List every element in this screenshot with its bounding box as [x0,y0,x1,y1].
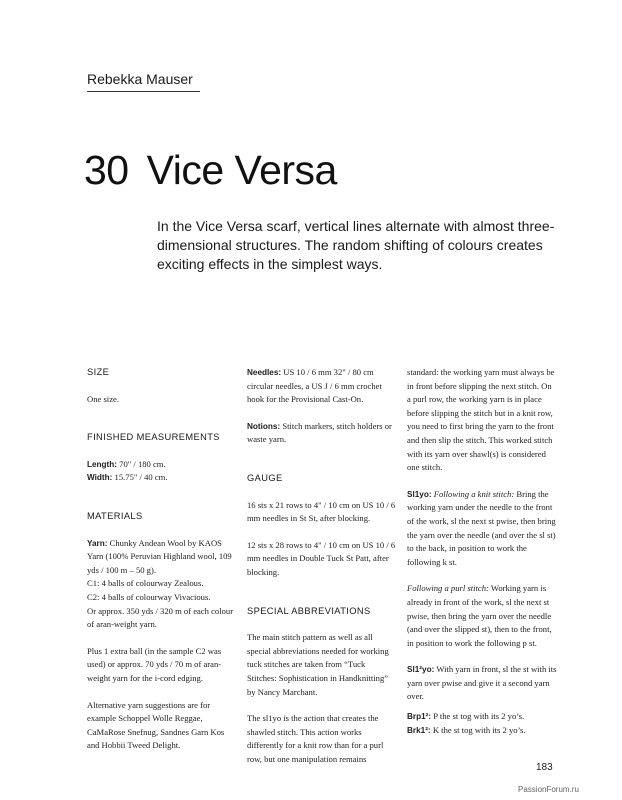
brp-text: P the st tog with its 2 yo’s. [433,711,525,722]
brp-label: Brp1²: [407,712,432,722]
sl1yo-paragraph [407,488,557,570]
materials-heading: MATERIALS [87,510,143,521]
plus-text: Plus 1 extra ball (in the sample C2 was used) or approx. 70 yds / 70 m of aran-weight yarn for the i-cord edging. [87,645,222,683]
sl1yo-label: Sl1yo: [407,489,432,499]
length-label: Length: [87,459,118,469]
watermark: PassionForum.ru [518,785,579,794]
special-heading: SPECIAL ABBREVIATIONS [247,605,371,616]
pattern-name: Vice Versa [146,147,337,193]
yarn-label: Yarn: [87,538,108,548]
purl-paragraph [407,582,557,650]
width-value: 15.75" / 40 cm. [114,472,168,483]
column-1 [87,366,237,766]
finished-heading: FINISHED MEASUREMENTS [87,432,220,443]
standard-text: standard: the working yarn must always be in front before slipping the next stitch. On a purl row, the working yarn is in place before slipping the stitch but in a knit row, you need to first bring the yarn to the front and then slip the stitch. This worked stitch with its yarn over shawl(s) is considered one stitch. [407,367,555,473]
gauge-text-1: 16 sts x 21 rows to 4" / 10 cm on US 10 / 6 mm needles in St St, after blocking. [247,499,396,524]
alternative-text: Alternative yarn suggestions are for example Schoppel Wolle Reggae, CaMaRose Snefnug, Sandnes Garn Kos and Hobbii Tweed Delight. [87,699,225,751]
column-3 [407,366,557,750]
knit-stitch-italic: Following a knit stitch: [433,488,515,499]
finished-text [87,458,237,485]
size-heading: SIZE [87,367,110,377]
sl1yo-text: Bring the working yarn under the needle to the front of the work, sl the next st pwise, then bring the yarn over the needle (and over the sl st) to the back, in position to work the following k st. [407,488,556,567]
length-value: 70" / 180 cm. [119,458,166,469]
yarn-text: Chunky Andean Wool by KAOS Yarn (100% Peruvian Highland wool, 109 yds / 100 m – 50 g). [87,537,232,575]
sl1yo2-paragraph [407,663,557,704]
yarn-paragraph [87,537,237,632]
brk-text: K the st tog with its 2 yo’s. [432,724,526,735]
notions-label: Notions: [247,421,281,431]
c1-text: C1: 4 balls of colourway Zealous. [87,578,204,589]
special-text-2: The sl1yo is the action that creates the shawled stitch. This action works differently for a knit row than for a purl row, but one manipulation remains [247,713,384,764]
special-text-1: The main stitch pattern as well as all special abbreviations needed for working tuck stitches are taken from “Tuck Stitches: Sophistication in Handknitting” by Nancy Marchant. [247,632,389,697]
c2-text: C2: 4 balls of colourway Vivacious. [87,591,211,602]
needles-text: US 10 / 6 mm 32" / 80 cm circular needles, a US J / 6 mm crochet hook for the Provisional Cast-On. [247,367,382,405]
width-label: Width: [87,473,113,483]
size-text: One size. [87,393,119,404]
gauge-heading: GAUGE [247,472,283,483]
gauge-text-2: 12 sts x 28 rows to 4" / 10 cm on US 10 / 6 mm needles in Double Tuck St Patt, after blocking. [247,539,396,577]
column-2 [247,366,397,779]
author-divider [87,91,200,92]
intro-paragraph: In the Vice Versa scarf, vertical lines alternate with almost three-dimensional structures. The random shifting of colours creates exciting effects in the simplest ways. [157,218,555,272]
sl1yo2-label: Sl1²yo: [407,665,435,675]
notions-text: Stitch markers, stitch holders or waste yarn. [247,420,392,445]
purl-text: Working yarn is already in front of the work, sl the next st pwise, then bring the yarn over the needle (and over the slipped st), then to the front, in position to work the following p st. [407,583,552,648]
purl-stitch-italic: Following a purl stitch: [407,583,489,594]
author-name: Rebekka Mauser [87,71,193,87]
approx-text: Or approx. 350 yds / 320 m of each colour of aran-weight yarn. [87,605,234,630]
brp-brk-paragraph [407,710,557,737]
page-title [84,147,337,194]
page-number: 183 [536,762,553,773]
sl1yo2-text: With yarn in front, sl the st with its yarn over pwise and give it a second yarn over. [407,664,557,702]
needles-label: Needles: [247,368,282,377]
notions-paragraph [247,420,397,447]
pattern-number: 30 [84,147,129,193]
brk-label: Brk1²: [407,725,431,735]
needles-paragraph [247,366,397,407]
